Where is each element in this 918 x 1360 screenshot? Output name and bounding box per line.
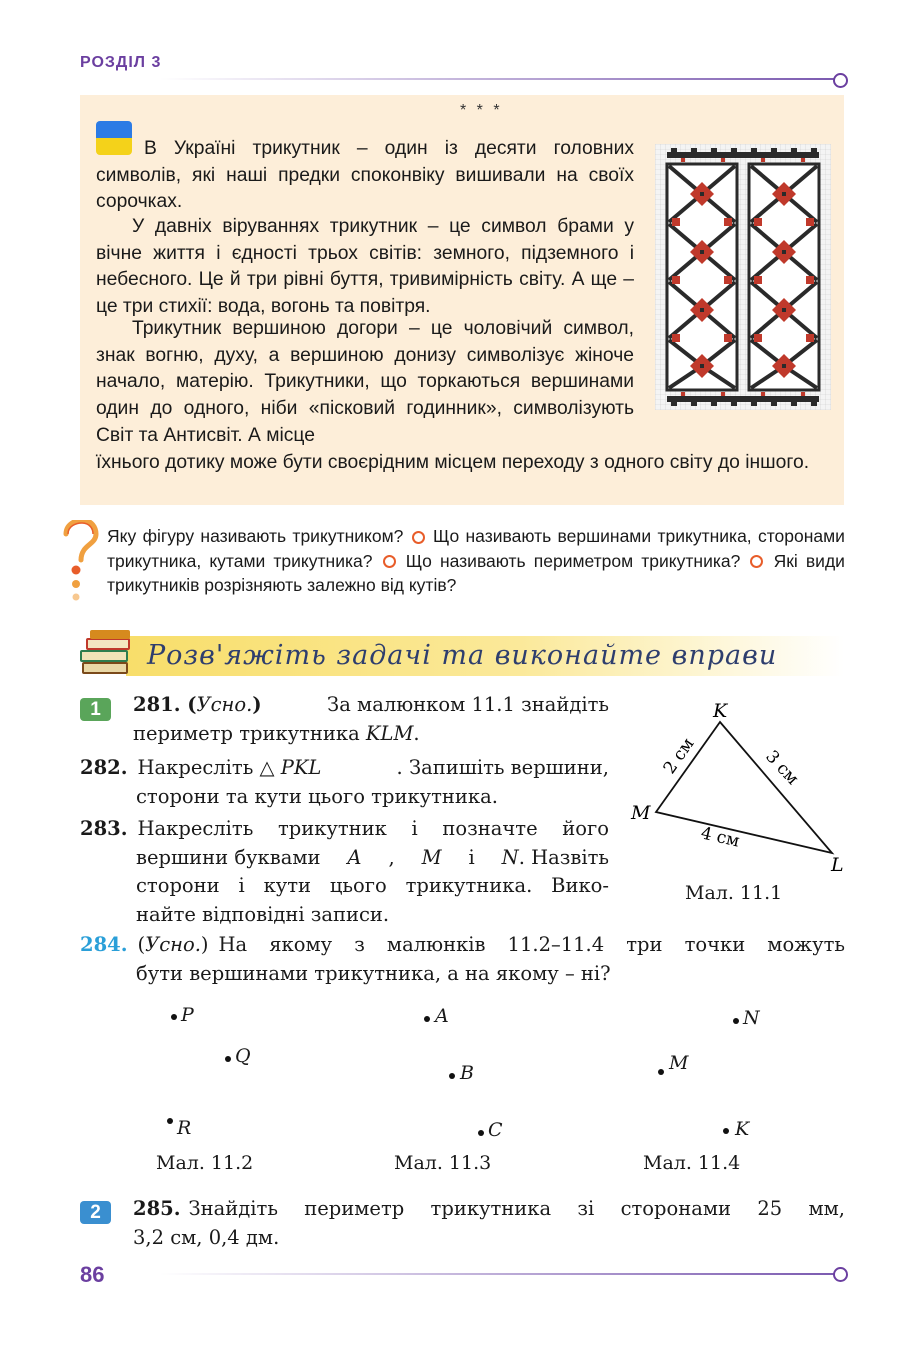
point-label-r: R [177, 1117, 192, 1139]
bullet-ring-icon [750, 555, 763, 568]
vertex-label-m: M [631, 802, 651, 824]
info-stars: * * * [460, 102, 503, 119]
bullet-ring-icon [412, 531, 425, 544]
point-label-a: A [435, 1005, 449, 1027]
task-285-text-b: 3,2 см, 0,4 дм. [133, 1225, 280, 1249]
task-283: 283 . Накресліть трикутник і позначте його вершини буквами A , M і N. Назвіть сторони і кути цього трикутника. Вико- найте відповідні записи. [80, 815, 609, 929]
point-k [723, 1128, 729, 1134]
task-284: 284. (Усно.) На якому з малюнків 11.2–11.4 три точки можуть бути вершинами трикутника, а на якому – ні? [80, 931, 845, 988]
point-r [167, 1118, 173, 1124]
question-4: Які види трикутників розрізняють залежно від кутів? [107, 550, 845, 595]
point-label-n: N [743, 1007, 760, 1029]
conjunction: і [468, 845, 475, 869]
task-283-text-b: вершини буквами [136, 845, 321, 869]
task-285: 285. Знайдіть периметр трикутника зі сторонами 25 мм, 3,2 см, 0,4 дм. [133, 1195, 845, 1252]
footer-rule [160, 1273, 836, 1275]
vertex-a: A [347, 845, 362, 869]
task-282-text-b: . Запишіть вершини, [396, 756, 609, 779]
question-3: Що називають периметром трикутника? [405, 550, 741, 571]
task-283-number: 283 [80, 817, 121, 840]
review-questions [107, 524, 845, 598]
info-paragraph-3: Трикутник вершиною догори – це чоловічий символ, знак вогню, духу, а вершиною донизу символізує жіноче начало, матерію. Трикутники, що торкаються вершинами один до одного, ніби «пісковий годинник», символізують Світ та Антисвіт. А місце [96, 318, 634, 446]
point-c [478, 1130, 484, 1136]
task-281: 281. (Усно.) За малюнком 11.1 знайдіть периметр трикутника KLM. [133, 693, 609, 745]
figure-11-1-caption: Мал. 11.1 [685, 882, 783, 904]
side-label-km: 2 см [659, 734, 699, 778]
task-283-text-e: найте відповідні записи. [136, 902, 390, 926]
page-number: 86 [80, 1262, 105, 1287]
task-281-text-a: За малюнком 11.1 знайдіть [327, 693, 609, 716]
point-p [171, 1014, 177, 1020]
oral-label: Усно. [196, 693, 253, 716]
figure-11-4-caption: Мал. 11.4 [643, 1152, 741, 1174]
level-1-badge: 1 [80, 698, 111, 721]
task-282: 282 . Накресліть △ PKL . Запишіть вершини, сторони та кути цього трикутника. [80, 754, 609, 811]
task-282-text-c: сторони та кути цього трикутника. [136, 784, 498, 808]
figure-11-2-caption: Мал. 11.2 [156, 1152, 254, 1174]
task-281-number: 281 [133, 693, 174, 716]
header-ring [833, 73, 848, 88]
info-paragraph-3-end: їхнього дотику може бути своєрідним місцем переходу з одного світу до іншого. [96, 452, 810, 473]
oral-label: Усно. [145, 933, 201, 956]
point-q [225, 1056, 231, 1062]
bullet-ring-icon [383, 555, 396, 568]
vertex-m: M [421, 845, 442, 869]
footer-ring [833, 1267, 848, 1282]
vertex-label-l: L [831, 854, 844, 876]
section-title: РОЗДІЛ 3 [80, 54, 162, 71]
task-283-text-c: . Назвіть [518, 845, 609, 869]
level-2-badge: 2 [80, 1201, 111, 1224]
task-282-number: 282 [80, 756, 121, 779]
task-284-number: 284. [80, 933, 128, 956]
point-a [424, 1016, 430, 1022]
question-mark-icon [60, 520, 100, 604]
vertex-label-k: K [713, 700, 728, 722]
triangle-name: KLM [365, 721, 414, 745]
point-label-k: K [735, 1118, 750, 1140]
task-284-text-a: На якому з малюнків 11.2–11.4 три точки можуть [218, 933, 845, 956]
question-1: Яку фігуру називають трикутником? [107, 526, 404, 546]
point-label-p: P [181, 1004, 194, 1026]
side-label-ml: 4 см [698, 823, 742, 852]
header-rule [160, 78, 836, 80]
question-2: Що називають вершинами трикутника, сторонами трикутника, кутами трикутника? [107, 526, 845, 571]
point-n [733, 1018, 739, 1024]
vertex-n: N [501, 845, 519, 869]
side-label-kl: 3 см [761, 746, 803, 789]
task-284-text-b: бути вершинами трикутника, а на якому – ні? [136, 961, 611, 985]
embroidery-pattern-image [655, 144, 831, 410]
task-283-text-a: Накресліть трикутник і позначте його [137, 817, 609, 840]
task-282-text-a: Накресліть △ [137, 756, 275, 779]
info-paragraph-2: У давніх віруваннях трикутник – це символ брами у вічне життя і єдності трьох світів: земного, підземного і небесного. Це й три рівні буття, тривимірність світу. А ще – це три стихії: вода, вогонь та повітря. [96, 216, 634, 318]
banner-title: Розв'яжіть задачі та виконайте вправи [147, 640, 778, 671]
point-m [658, 1069, 664, 1075]
figure-11-3-caption: Мал. 11.3 [394, 1152, 492, 1174]
point-label-q: Q [235, 1045, 251, 1067]
point-b [449, 1073, 455, 1079]
task-285-text-a: Знайдіть периметр трикутника зі сторонами 25 мм, [188, 1197, 845, 1220]
point-label-c: C [488, 1119, 503, 1141]
task-281-text-b: периметр трикутника [133, 721, 360, 745]
point-label-b: B [460, 1062, 474, 1084]
task-285-number: 285 [133, 1197, 174, 1220]
info-paragraph-1: В Україні трикутник – один із десяти головних символів, які наші предки споконвіку вишивали на своїх сорочках. [96, 138, 634, 213]
point-label-m: M [669, 1052, 689, 1074]
figure-11-1-triangle [625, 695, 855, 880]
triangle-name: PKL [280, 756, 322, 779]
books-icon [78, 628, 136, 680]
task-283-text-d: сторони і кути цього трикутника. Вико- [136, 874, 609, 897]
